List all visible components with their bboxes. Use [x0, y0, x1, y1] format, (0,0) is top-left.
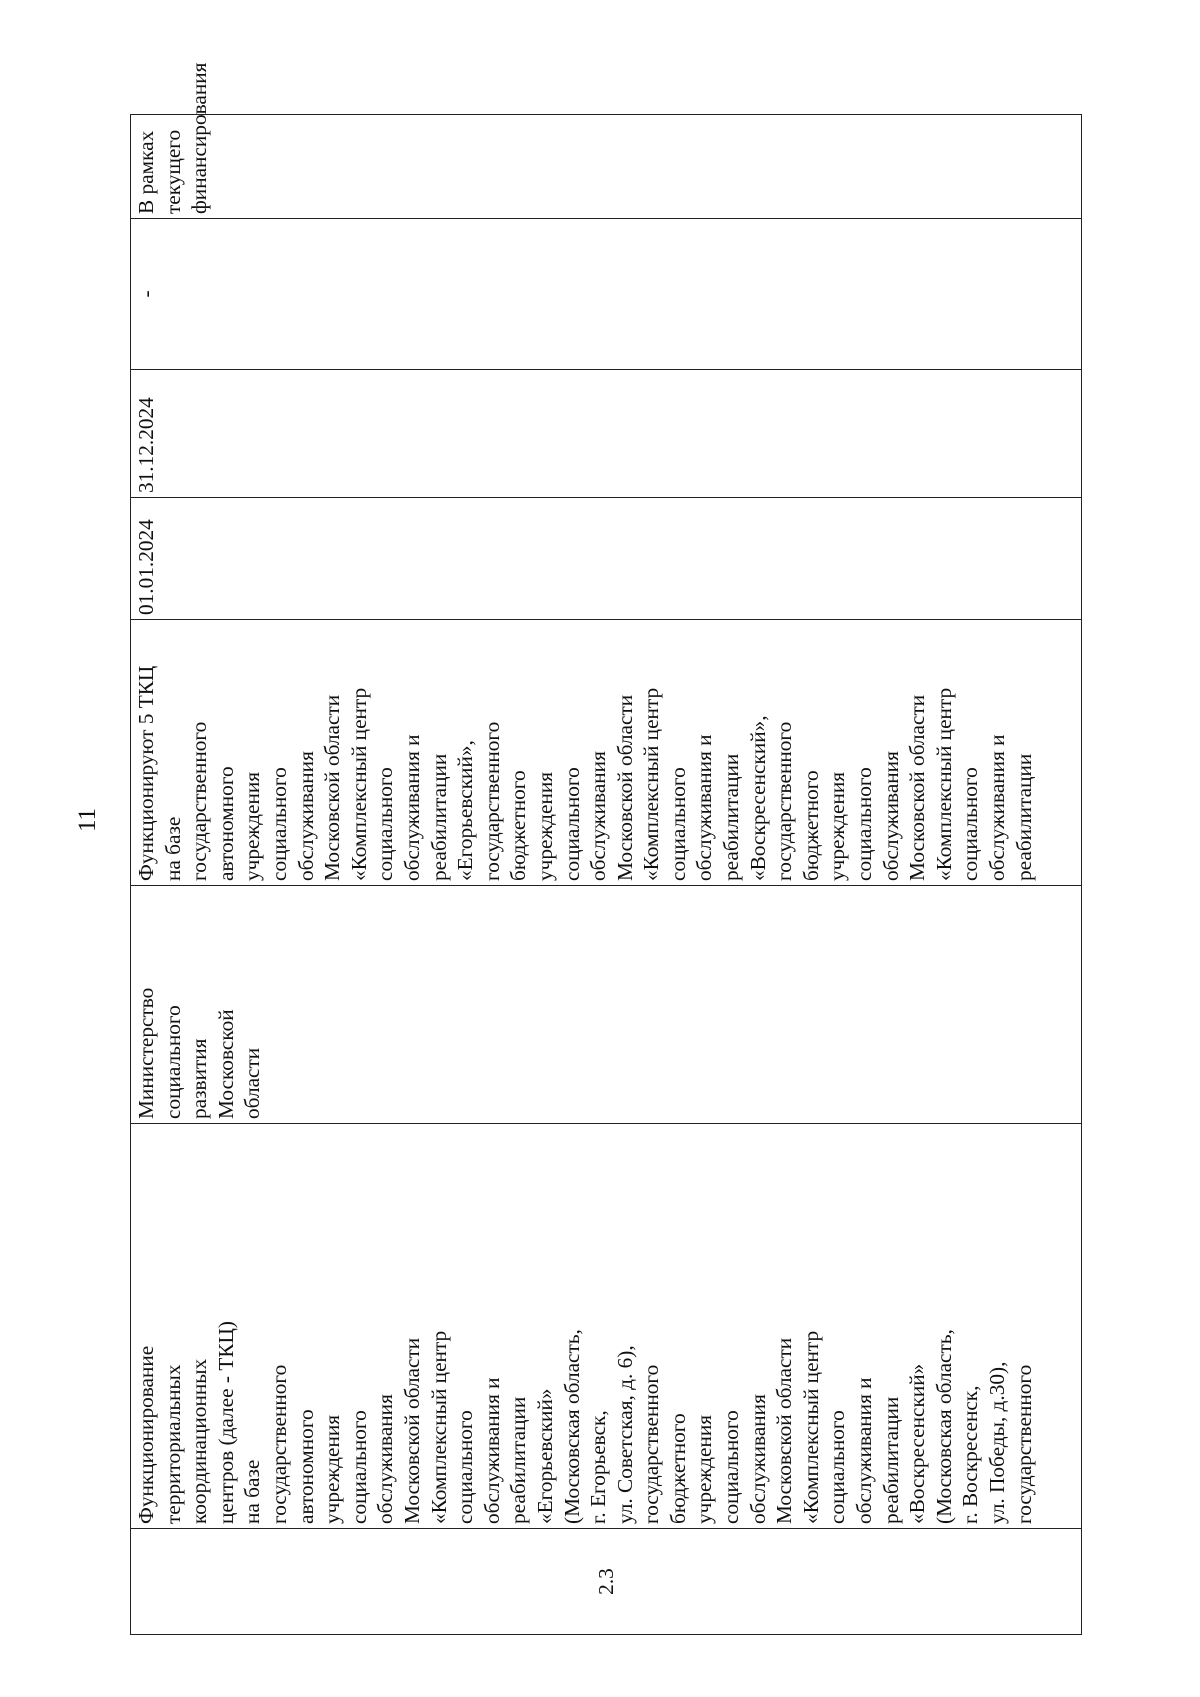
activity-cell [131, 1124, 1082, 1529]
start-date: 01.01.2024 [134, 519, 158, 615]
result-cell [131, 620, 1082, 886]
funding-source-cell [131, 62, 1082, 219]
activity-text: Функционирование территориальных координационных центров (далее - ТКЦ) на базе государственного автономного учреждения социального обслуживания Московской области «Комплексный центр социального обслуживания и реабилитации «Егорьевский» (Московская область, г. Егорьевск, ул. Советская, д. 6), государственного бюджетного учреждения социального обслуживания Московской области «Комплексный центр социального обслуживания и реабилитации «Воскресенский» (Московская область, г. Воскресенск, ул. Победы, д.30), государственного [134, 1320, 1036, 1524]
row-number: 2.3 [593, 1568, 618, 1595]
result-text: Функционируют 5 ТКЦ на базе государственного автономного учреждения социального обслуживания Московской области «Комплексный центр социального обслуживания и реабилитации «Егорьевский», государственного бюджетного учреждения социального обслуживания Московской области «Комплексный центр социального обслуживания и реабилитации «Воскресенский», государственного бюджетного учреждения социального обслуживания Московской области «Комплексный центр социального обслуживания и реабилитации [134, 665, 1036, 881]
row-number-cell [131, 1529, 1082, 1635]
page-number: 11 [74, 807, 101, 833]
amount-cell [131, 219, 1082, 370]
end-date-cell [131, 370, 1082, 498]
funding-source-text: В рамках текущего финансирования [134, 62, 212, 214]
responsible-text: Министерство социального развития Московской области [134, 987, 265, 1119]
activity-table [130, 62, 1082, 1635]
rotated-table-wrapper [130, 62, 1082, 1635]
table-row [131, 115, 1082, 1635]
start-date-cell [131, 498, 1082, 620]
responsible-cell [131, 886, 1082, 1124]
amount-value: - [134, 290, 158, 298]
end-date: 31.12.2024 [134, 397, 158, 493]
